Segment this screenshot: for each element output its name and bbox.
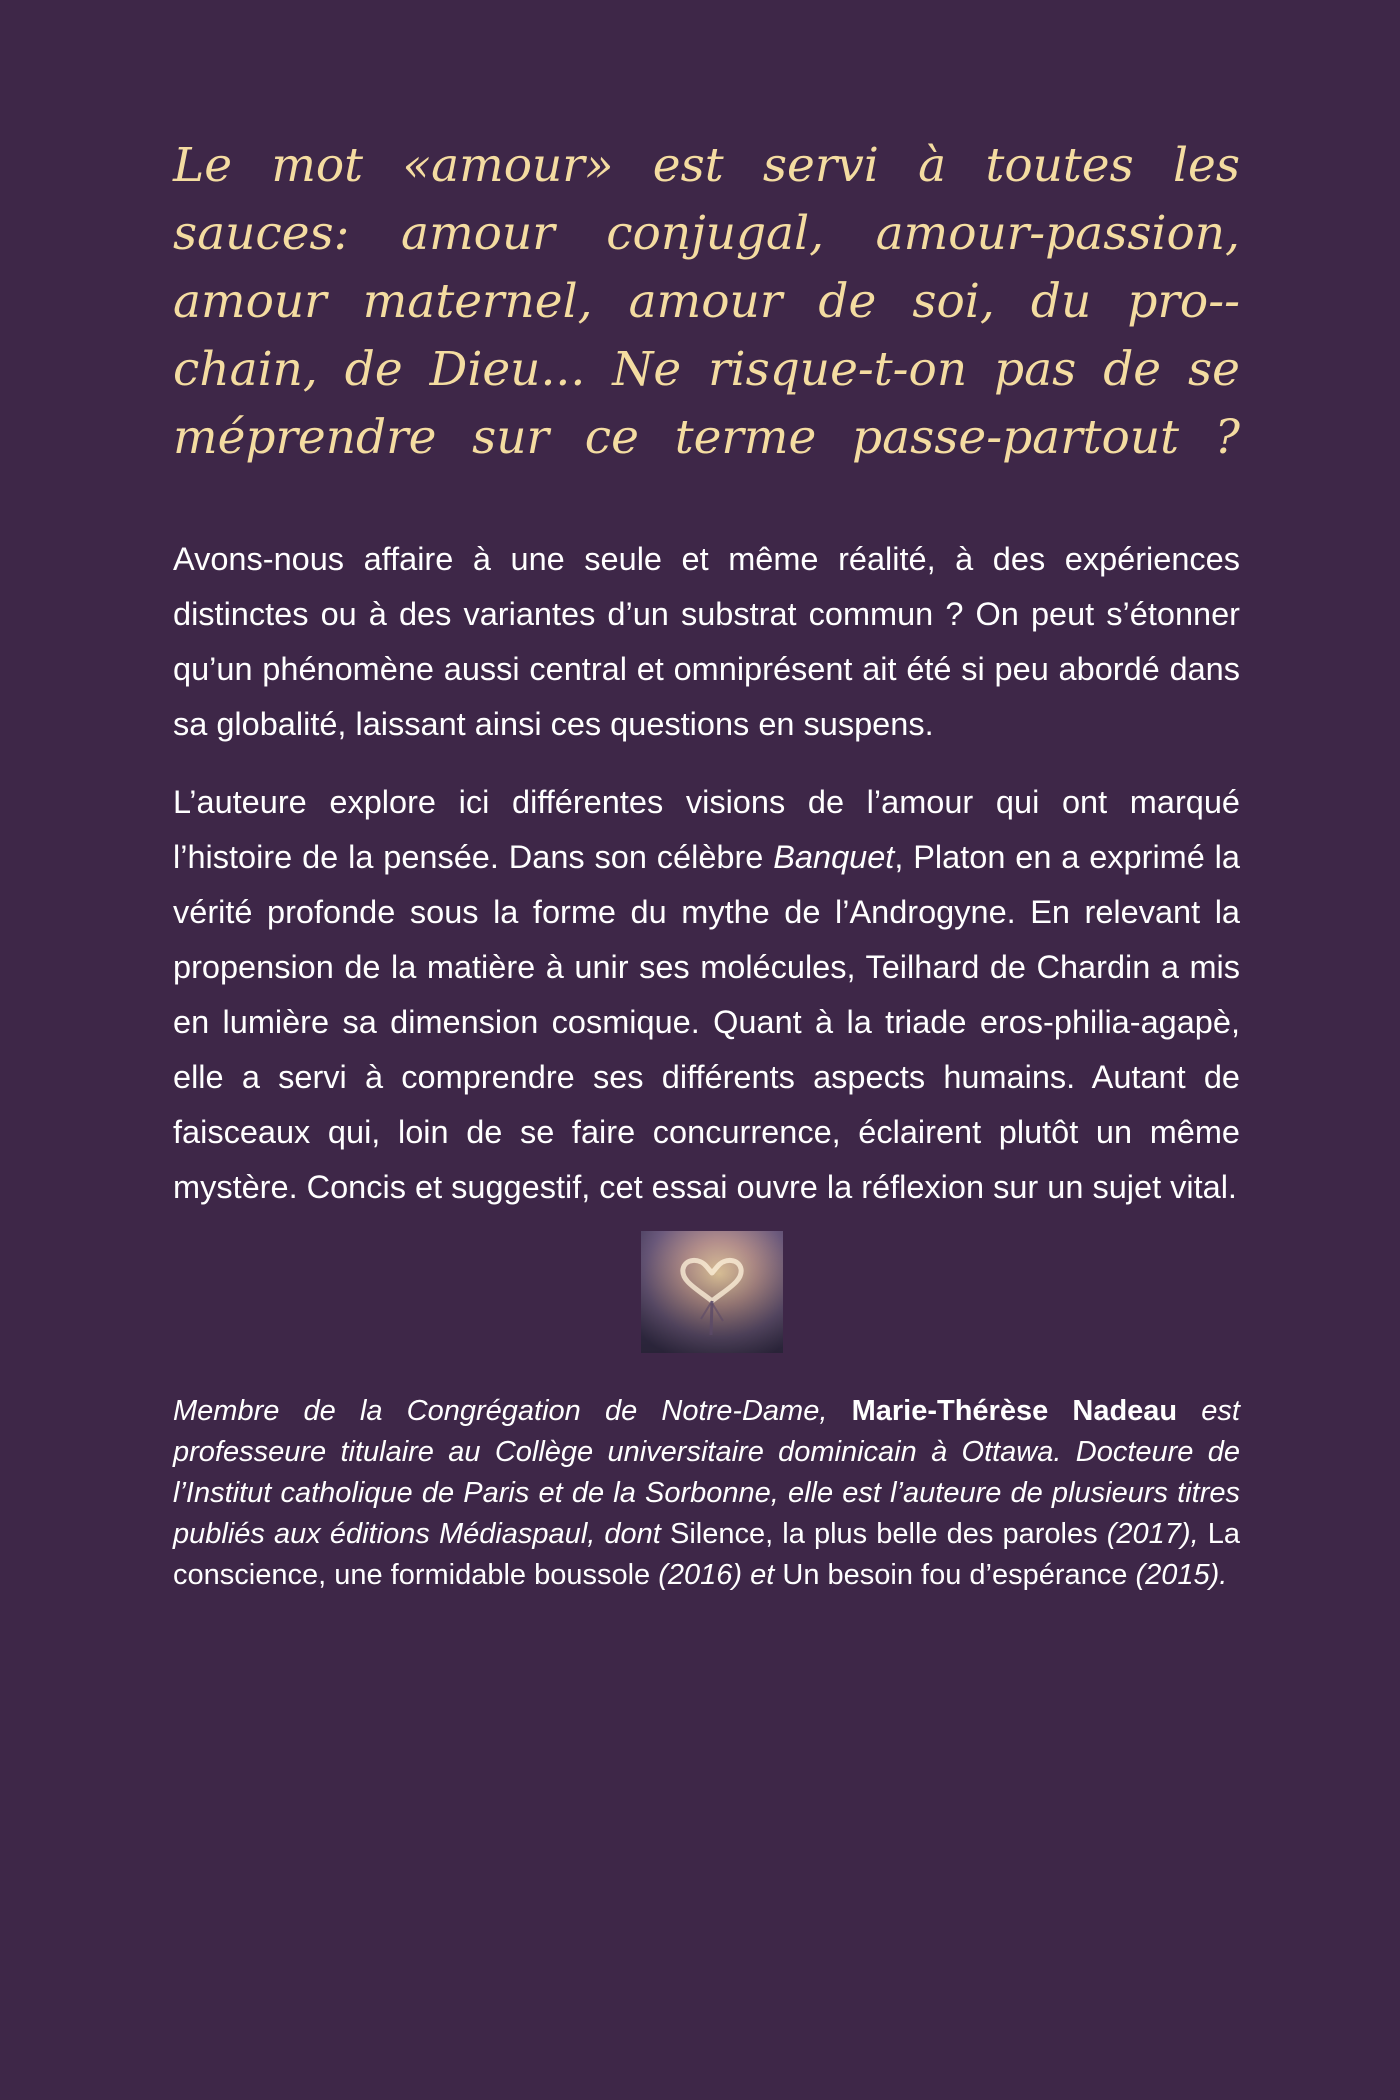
author-name: Marie-Thérèse Nadeau	[851, 1395, 1178, 1427]
bio-intro: Membre de la Congrégation de Notre-Dame,	[173, 1395, 852, 1427]
book-title-conscience: La conscience, une formidable boussole	[173, 1518, 1240, 1591]
paragraph-summary	[173, 775, 1240, 1215]
banquet-title: Banquet	[773, 839, 895, 875]
summary-part-2: , Platon en a exprimé la vérité profonde sous la forme du mythe de l’Androgyne. En relevant la propension de la matière à unir ses molécules, Teilhard de Chardin a mis en lumière sa dimension cosmique. Quant à la triade eros-philia-agapè, elle a servi à comprendre ses différents aspects humains. Autant de faisceaux qui, loin de se faire concurrence, éclairent plutôt un même mystère. Concis et suggestif, cet essai ouvre la réflexion sur un sujet vital.	[173, 839, 1240, 1205]
bio-text: est professeure titulaire au Collège universitaire dominicain à Ottawa. Docteure de l’Institut catholique de Paris et de la Sorbonne, elle est l’auteure de plusieurs titres publiés aux éditions Médiaspaul, dont	[173, 1395, 1240, 1550]
book-year-silence: (2017),	[1097, 1518, 1208, 1550]
book-year-conscience: (2016) et	[650, 1559, 783, 1591]
author-bio	[173, 1391, 1240, 1596]
paragraph-intro: Avons-nous affaire à une seule et même réalité, à des expériences distinctes ou à des variantes d’un substrat commun ? On peut s’étonner qu’un phénomène aussi central et omniprésent ait été si peu abordé dans sa globalité, laissant ainsi ces questions en suspens.	[173, 541, 1240, 742]
book-year-esperance: (2015).	[1127, 1559, 1228, 1591]
heart-on-fogged-glass-icon	[641, 1231, 783, 1353]
back-cover	[173, 132, 1240, 2072]
book-title-silence: Silence, la plus belle des paroles	[669, 1518, 1098, 1550]
summary-part-1: L’auteure explore ici différentes visions de l’amour qui ont marqué l’histoire de la pensée. Dans son célèbre	[173, 784, 1240, 875]
tagline: Le mot «amour» est servi à toutes les sauces: amour conjugal, amour-passion, amour maternel, amour de soi, du pro-chain, de Dieu... Ne risque-t-on pas de se méprendre sur ce terme passe-partout ?	[173, 138, 1240, 465]
book-title-esperance: Un besoin fou d’espérance	[782, 1559, 1128, 1591]
